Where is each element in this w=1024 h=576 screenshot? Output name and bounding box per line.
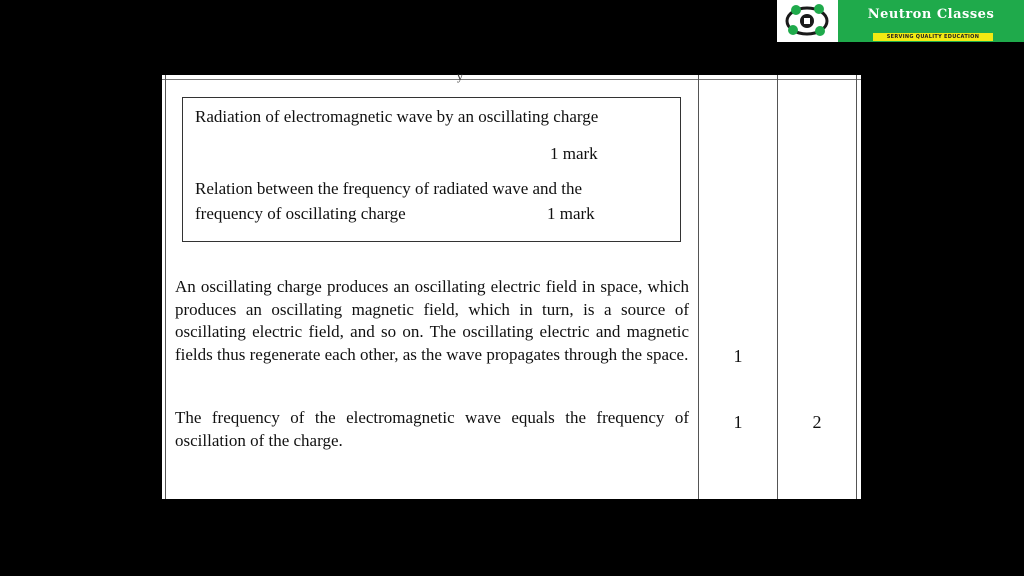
table-top-border (162, 79, 861, 80)
answer-paragraph-1: An oscillating charge produces an oscillating electric field in space, which produces an oscillating magnetic field, which in turn, is a source of oscillating electric field, and so on. The oscillating electric and magnetic fields thus regenerate each other, as the wave propagates through the space. (175, 277, 689, 364)
table-right-border (856, 75, 857, 499)
total-marks: 2 (812, 412, 822, 432)
logo-emblem-icon (779, 0, 837, 42)
marking-point-2-line2: frequency of oscillating charge (195, 204, 406, 223)
table-left-border (165, 75, 166, 499)
marking-point-1-mark: 1 mark (550, 144, 598, 163)
cropped-text-fragment: y (457, 69, 463, 83)
document-page (162, 69, 861, 499)
logo-title: Neutron Classes (867, 7, 995, 22)
marking-point-1: Radiation of electromagnetic wave by an oscillating charge (195, 107, 599, 126)
marking-scheme-box (182, 97, 681, 242)
answer-paragraph-2: The frequency of the electromagnetic wave equals the frequency of oscillation of the charge. (175, 408, 689, 450)
marking-point-2-line1: Relation between the frequency of radiated wave and the (195, 179, 583, 198)
logo-tagline: SERVING QUALITY EDUCATION (873, 33, 993, 41)
logo-banner (838, 0, 1024, 42)
mark-value-1: 1 (733, 346, 743, 366)
neutron-classes-logo (777, 0, 1024, 42)
marking-point-2-mark: 1 mark (547, 204, 595, 223)
column-divider-2 (777, 75, 778, 499)
column-divider-1 (698, 75, 699, 499)
mark-value-2: 1 (733, 412, 743, 432)
